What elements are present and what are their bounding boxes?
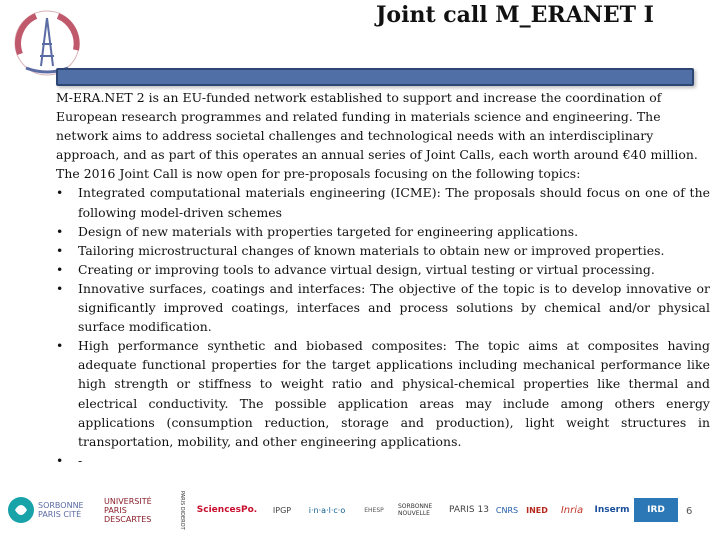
footer-logo: IPGP [272, 505, 292, 515]
footer-logo: CNRS [495, 505, 519, 515]
footer-logo: EHESP [364, 506, 384, 514]
bullet-marker: • [56, 338, 64, 354]
bullet-marker: • [56, 185, 64, 201]
list-item [56, 451, 710, 470]
list-item-text: Creating or improving tools to advance virtual design, virtual testing or virtual processing. [78, 261, 655, 277]
list-item [56, 241, 710, 260]
topic-list [56, 183, 710, 469]
bullet-marker: • [56, 223, 64, 239]
page-number: 6 [686, 506, 693, 517]
list-item-text: Tailoring microstructural changes of known materials to obtain new or improved properties. [78, 242, 665, 258]
footer-logo: SORBONNE NOUVELLE [398, 503, 433, 517]
list-item-text: High performance synthetic and biobased composites: The topic aims at composites having adequate functional properties for the target applications including mechanical performance like high strength or stiffness to weight ratio and physical-chemical properties like thermal and electrical conductivity. The possible application areas may include among others energy applications (consumption reduction, storage and production), light weight structures in transportation, mobility, and other engineering applications. [78, 338, 710, 449]
list-item [56, 260, 710, 279]
bullet-marker: • [56, 280, 64, 296]
footer-logo: Inserm [594, 505, 630, 515]
footer-logo: Inria [560, 504, 584, 516]
bullet-marker: • [56, 242, 64, 258]
list-item [56, 336, 710, 451]
footer-logo: UNIVERSITÉ PARIS DESCARTES [104, 496, 152, 524]
footer-logo-badge [6, 490, 36, 530]
footer-logo: INED [526, 505, 548, 515]
list-item-text: Design of new materials with properties targeted for engineering applications. [78, 223, 579, 239]
footer-logo: PARIS DIDEROT [179, 490, 185, 530]
title-divider-bar [56, 68, 694, 86]
footer-logo: i·n·a·l·c·o [308, 505, 346, 515]
list-item [56, 222, 710, 241]
intro-paragraph: M-ERA.NET 2 is an EU-funded network established to support and increase the coordination of European research programmes and related funding in materials science and engineering. The network aims to address societal challenges and technological needs with an interdisciplinary approach, and as part of this operates an annual series of Joint Calls, each worth around €40 million. [56, 90, 698, 163]
footer-logo: PARIS 13 [449, 505, 489, 515]
bullet-marker: • [56, 261, 64, 277]
call-announcement: The 2016 Joint Call is now open for pre-proposals focusing on the following topics: [56, 166, 581, 182]
bullet-marker: • [56, 452, 64, 468]
list-item [56, 183, 710, 221]
list-item-text: Integrated computational materials engineering (ICME): The proposals should focus on one of the following model-driven schemes [78, 185, 710, 220]
footer-logo: SORBONNE PARIS CITÉ [38, 501, 84, 519]
main-content [56, 88, 710, 470]
footer-logo: IRD [634, 498, 678, 522]
page-title: Joint call M_ERANET I [376, 2, 654, 28]
footer-logo: SciencesPo. [196, 505, 258, 515]
list-item-text: - [78, 452, 83, 468]
partner-logos-footer [0, 490, 720, 536]
list-item [56, 279, 710, 336]
list-item-text: Innovative surfaces, coatings and interfaces: The objective of the topic is to develop innovative or significantly improved coatings, interfaces and process solutions by chemical and/or physical surface modification. [78, 280, 710, 335]
